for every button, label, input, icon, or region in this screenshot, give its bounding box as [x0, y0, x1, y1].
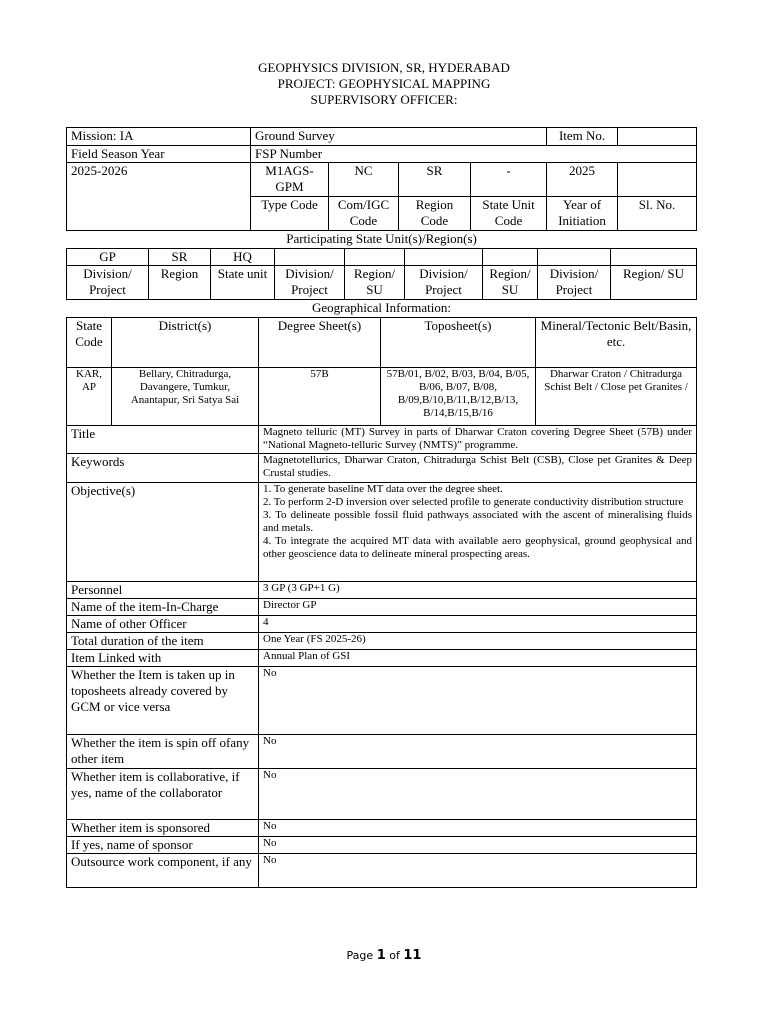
code-value — [618, 163, 697, 197]
field-season-value: 2025-2026 — [67, 163, 251, 231]
page-total: 11 — [403, 948, 422, 963]
participating-top-cell — [345, 248, 405, 265]
fsp-number-label: FSP Number — [251, 146, 697, 163]
code-label: Region Code — [399, 197, 471, 231]
page-footer — [0, 948, 768, 963]
detail-label: Whether item is collaborative, if yes, name of the collaborator — [67, 769, 259, 820]
item-no-label: Item No. — [547, 128, 618, 146]
item-no-value — [618, 128, 697, 146]
header-division: GEOPHYSICS DIVISION, SR, HYDERABAD — [258, 60, 510, 75]
details-table — [66, 425, 697, 888]
participating-caption: Participating State Unit(s)/Region(s) — [67, 231, 697, 248]
code-label: State Unit Code — [471, 197, 547, 231]
participating-top-cell: SR — [149, 248, 211, 265]
detail-value: Annual Plan of GSI — [259, 650, 697, 667]
detail-label: Total duration of the item — [67, 633, 259, 650]
page-number: 1 — [376, 948, 386, 963]
code-value: NC — [329, 163, 399, 197]
detail-label: Outsource work component, if any — [67, 854, 259, 888]
participating-bottom-cell: Region/ SU — [483, 265, 538, 299]
participating-bottom-cell: Division/ Project — [275, 265, 345, 299]
title-value: Magneto telluric (MT) Survey in parts of Dharwar Craton covering Degree Sheet (57B) under “National Magneto-telluric Survey (NMTS)” programme. — [259, 426, 697, 454]
detail-value: 4 — [259, 616, 697, 633]
of-word: of — [389, 949, 400, 962]
detail-value: No — [259, 854, 697, 888]
participating-top-cell: HQ — [211, 248, 275, 265]
detail-label: Name of other Officer — [67, 616, 259, 633]
title-label: Title — [67, 426, 259, 454]
code-value: M1AGS-GPM — [251, 163, 329, 197]
geo-mineral-belt: Dharwar Craton / Chitradurga Schist Belt / Close pet Granites / — [536, 367, 697, 425]
objective-item: 3. To delineate possible fossil fluid pathways associated with the ascent of mineralising fluids and metals. — [263, 509, 692, 534]
keywords-value: Magnetotellurics, Dharwar Craton, Chitradurga Schist Belt (CSB), Close pet Granites & Deep Crustal studies. — [259, 454, 697, 483]
survey-cell: Ground Survey — [251, 128, 547, 146]
geo-districts: Bellary, Chitradurga, Davangere, Tumkur, Anantapur, Sri Satya Sai — [112, 367, 259, 425]
detail-value: No — [259, 769, 697, 820]
code-value: SR — [399, 163, 471, 197]
keywords-label: Keywords — [67, 454, 259, 483]
code-label: Com/IGC Code — [329, 197, 399, 231]
detail-label: Whether item is sponsored — [67, 820, 259, 837]
code-label: Type Code — [251, 197, 329, 231]
detail-value: No — [259, 820, 697, 837]
detail-value: No — [259, 667, 697, 735]
detail-label: If yes, name of sponsor — [67, 837, 259, 854]
participating-top-cell — [483, 248, 538, 265]
page-word: Page — [346, 949, 374, 962]
detail-label: Name of the item-In-Charge — [67, 599, 259, 616]
participating-top-cell — [275, 248, 345, 265]
participating-top-cell: GP — [67, 248, 149, 265]
detail-label: Item Linked with — [67, 650, 259, 667]
participating-bottom-cell: Division/ Project — [67, 265, 149, 299]
detail-value: No — [259, 735, 697, 769]
geographical-table — [66, 300, 697, 426]
objective-item: 2. To perform 2-D inversion over selected profile to generate conductivity distribution structure — [263, 496, 684, 508]
geo-toposheets: 57B/01, B/02, B/03, B/04, B/05, B/06, B/07, B/08, B/09,B/10,B/11,B/12,B/13, B/14,B/15,B/16 — [381, 367, 536, 425]
geo-header-state: State Code — [67, 317, 112, 367]
header-project: PROJECT: GEOPHYSICAL MAPPING — [277, 76, 491, 91]
detail-value: No — [259, 837, 697, 854]
participating-bottom-cell: Region/ SU — [345, 265, 405, 299]
code-value: - — [471, 163, 547, 197]
geo-header-mineral: Mineral/Tectonic Belt/Basin, etc. — [536, 317, 697, 367]
participating-bottom-cell: Division/ Project — [538, 265, 611, 299]
detail-label: Whether the item is spin off ofany other item — [67, 735, 259, 769]
geo-header-district: District(s) — [112, 317, 259, 367]
objective-item: 4. To integrate the acquired MT data with available aero geophysical, ground geophysical and other geoscience data to delineate mineral prospecting areas. — [263, 535, 692, 560]
detail-label: Personnel — [67, 582, 259, 599]
geo-degree-sheet: 57B — [259, 367, 381, 425]
code-label: Year of Initiation — [547, 197, 618, 231]
code-label: Sl. No. — [618, 197, 697, 231]
objective-label: Objective(s) — [67, 483, 259, 582]
detail-value: 3 GP (3 GP+1 G) — [259, 582, 697, 599]
objectives-list — [259, 483, 697, 582]
code-value: 2025 — [547, 163, 618, 197]
geo-caption: Geographical Information: — [67, 300, 697, 317]
detail-label: Whether the Item is taken up in toposheets already covered by GCM or vice versa — [67, 667, 259, 735]
mission-cell: Mission: IA — [67, 128, 251, 146]
header-supervisor: SUPERVISORY OFFICER: — [310, 92, 458, 107]
document-header — [0, 60, 768, 108]
participating-table — [66, 231, 697, 300]
field-season-label: Field Season Year — [67, 146, 251, 163]
mission-table — [66, 127, 697, 231]
participating-bottom-cell: Region/ SU — [611, 265, 697, 299]
geo-header-toposheet: Toposheet(s) — [381, 317, 536, 367]
detail-value: Director GP — [259, 599, 697, 616]
participating-top-cell — [611, 248, 697, 265]
geo-header-degree: Degree Sheet(s) — [259, 317, 381, 367]
participating-bottom-cell: Region — [149, 265, 211, 299]
participating-bottom-cell: Division/ Project — [405, 265, 483, 299]
participating-bottom-cell: State unit — [211, 265, 275, 299]
participating-top-cell — [405, 248, 483, 265]
participating-top-cell — [538, 248, 611, 265]
geo-state-code: KAR, AP — [67, 367, 112, 425]
detail-value: One Year (FS 2025-26) — [259, 633, 697, 650]
objective-item: 1. To generate baseline MT data over the degree sheet. — [263, 483, 503, 495]
